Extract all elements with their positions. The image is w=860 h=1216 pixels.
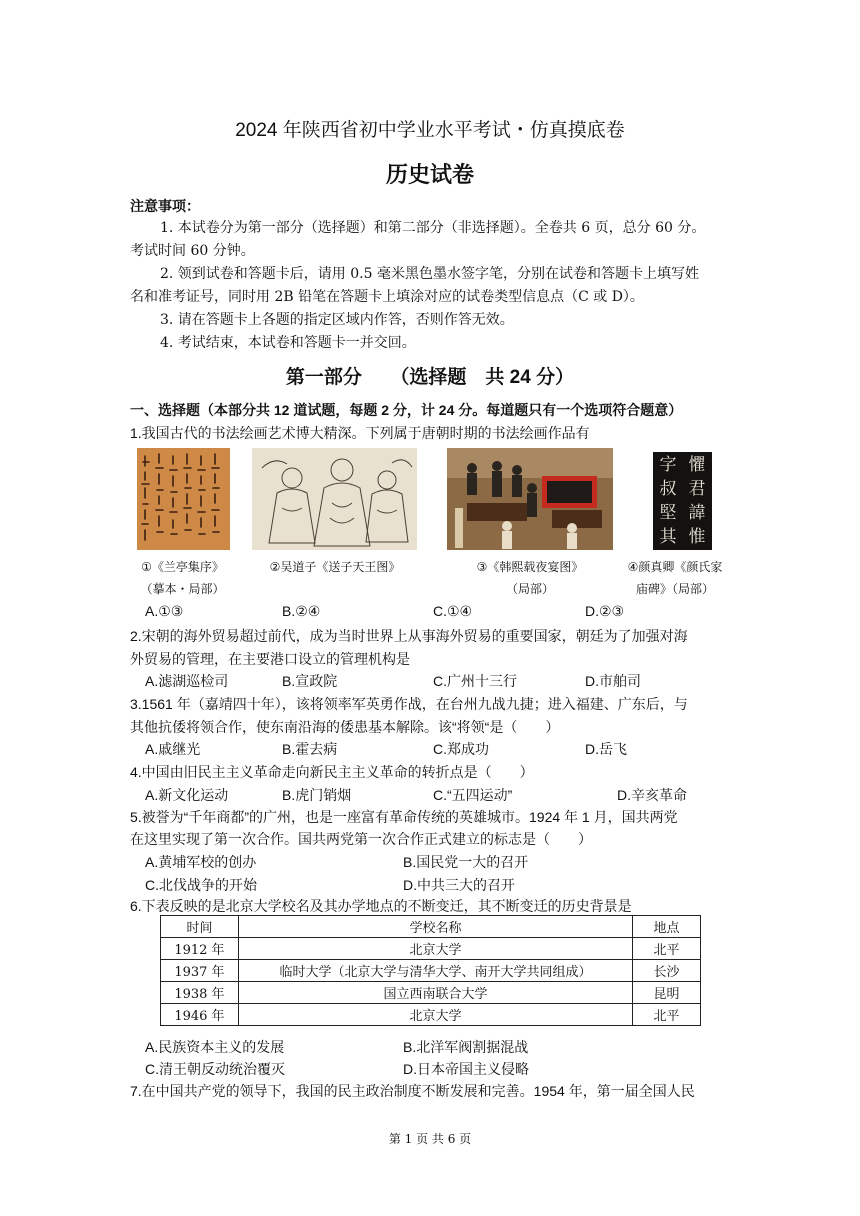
- q1-option-b[interactable]: B.②④: [282, 603, 321, 619]
- question-5-line-1: 5.被誉为“千年商都”的广州，也是一座富有革命传统的英雄城市。1924 年 1 月，国共两党: [130, 809, 678, 825]
- notice-item-4: 4. 考试结束，本试卷和答题卡一并交回。: [160, 335, 416, 351]
- notice-item-2-line-1: 2. 领到试卷和答题卡后，请用 0.5 毫米黑色墨水签字笔，分别在试卷和答题卡上填写姓: [160, 266, 699, 282]
- q4-option-d[interactable]: D.辛亥革命: [617, 787, 687, 803]
- q4-option-c[interactable]: C.“五四运动”: [433, 787, 513, 803]
- caption-2-line-1: ②吴道子《送子天王图》: [269, 560, 401, 574]
- notice-item-2-line-2: 名和准考证号，同时用 2B 铅笔在答题卡上填涂对应的试卷类型信息点（C 或 D）。: [130, 289, 644, 305]
- caption-3-line-2: （局部）: [505, 582, 554, 596]
- q6-option-d[interactable]: D.日本帝国主义侵略: [403, 1061, 529, 1077]
- question-7-line-1: 7.在中国共产党的领导下，我国的民主政治制度不断发展和完善。1954 年，第一届全国人民: [130, 1083, 695, 1099]
- table-header-time: 时间: [161, 916, 239, 938]
- table-header-school: 学校名称: [238, 916, 632, 938]
- table-cell-location: 长沙: [633, 960, 701, 982]
- svg-text:惟: 惟: [688, 527, 706, 547]
- table-cell-school: 临时大学（北京大学与清华大学、南开大学共同组成）: [238, 960, 632, 982]
- q3-option-d[interactable]: D.岳飞: [585, 741, 627, 757]
- question-4-line-1: 4.中国由旧民主主义革命走向新民主主义革命的转折点是（ ）: [130, 764, 534, 780]
- table-row: [161, 1004, 701, 1026]
- q5-option-c[interactable]: C.北伐战争的开始: [145, 877, 257, 893]
- q2-option-c[interactable]: C.广州十三行: [433, 673, 517, 689]
- svg-text:諱: 諱: [688, 503, 706, 523]
- caption-4-line-1: ④颜真卿《颜氏家: [627, 560, 723, 574]
- notice-item-3: 3. 请在答题卡上各题的指定区域内作答，否则作答无效。: [160, 312, 514, 328]
- q4-option-a[interactable]: A.新文化运动: [145, 787, 229, 803]
- q3-option-c[interactable]: C.郑成功: [433, 741, 489, 757]
- university-history-table: [160, 915, 701, 1026]
- table-row: [161, 960, 701, 982]
- caption-1-line-1: ①《兰亭集序》: [141, 560, 224, 574]
- question-3-line-1: 3.1561 年（嘉靖四十年），该将领率军英勇作战，在台州九战九捷；进入福建、广东后，与: [130, 696, 688, 712]
- table-cell-school: 北京大学: [238, 1004, 632, 1026]
- question-5-line-2: 在这里实现了第一次合作。国共两党第一次合作正式建立的标志是（ ）: [130, 831, 592, 847]
- han-xizai-banquet-image: [447, 448, 613, 550]
- table-cell-time: 1912 年: [161, 938, 239, 960]
- q3-option-a[interactable]: A.戚继光: [145, 741, 201, 757]
- table-cell-time: 1937 年: [161, 960, 239, 982]
- svg-text:字: 字: [659, 455, 677, 475]
- caption-3-line-1: ③《韩熙载夜宴图》: [476, 560, 584, 574]
- table-cell-time: 1938 年: [161, 982, 239, 1004]
- q5-option-d[interactable]: D.中共三大的召开: [403, 877, 515, 893]
- table-header-row: [161, 916, 701, 938]
- q3-option-b[interactable]: B.霍去病: [282, 741, 338, 757]
- q1-option-c[interactable]: C.①④: [433, 603, 473, 619]
- part-1-heading: 第一部分 （选择题 共 24 分）: [285, 367, 575, 388]
- question-2-line-1: 2.宋朝的海外贸易超过前代，成为当时世界上从事海外贸易的重要国家，朝廷为了加强对海: [130, 628, 688, 644]
- question-3-line-2: 其他抗倭将领合作，使东南沿海的倭患基本解除。该“将领“是（ ）: [130, 719, 560, 735]
- q6-option-c[interactable]: C.清王朝反动统治覆灭: [145, 1061, 285, 1077]
- question-1-stem: 1.我国古代的书法绘画艺术博大精深。下列属于唐朝时期的书法绘画作品有: [130, 425, 590, 441]
- table-row: [161, 982, 701, 1004]
- subject-title: 历史试卷: [385, 162, 474, 188]
- caption-1-line-2: （摹本・局部）: [140, 582, 225, 596]
- table-cell-school: 北京大学: [238, 938, 632, 960]
- exam-title: 2024 年陕西省初中学业水平考试・仿真摸底卷: [235, 120, 625, 141]
- svg-text:君: 君: [688, 479, 706, 499]
- q6-option-a[interactable]: A.民族资本主义的发展: [145, 1039, 285, 1055]
- svg-text:堅: 堅: [659, 503, 677, 523]
- table-row: [161, 938, 701, 960]
- table-cell-school: 国立西南联合大学: [238, 982, 632, 1004]
- q5-option-b[interactable]: B.国民党一大的召开: [403, 854, 529, 870]
- notice-item-1-line-2: 考试时间 60 分钟。: [130, 243, 255, 259]
- q6-option-b[interactable]: B.北洋军阀割据混战: [403, 1039, 529, 1055]
- q5-option-a[interactable]: A.黄埔军校的创办: [145, 854, 257, 870]
- page-number-footer: 第 1 页 共 6 页: [388, 1132, 472, 1146]
- notice-heading: 注意事项：: [130, 198, 200, 214]
- table-cell-location: 北平: [633, 1004, 701, 1026]
- table-cell-time: 1946 年: [161, 1004, 239, 1026]
- lanting-calligraphy-image: [137, 448, 230, 550]
- question-6-line-1: 6.下表反映的是北京大学校名及其办学地点的不断变迁，其不断变迁的历史背景是: [130, 898, 632, 914]
- q2-option-a[interactable]: A.滤湖巡检司: [145, 673, 229, 689]
- wu-daozi-painting-image: [252, 448, 417, 550]
- svg-text:叔: 叔: [659, 479, 677, 499]
- svg-text:懼: 懼: [688, 455, 706, 475]
- table-cell-location: 昆明: [633, 982, 701, 1004]
- notice-item-1-line-1: 1. 本试卷分为第一部分（选择题）和第二部分（非选择题）。全卷共 6 页，总分 60 分。: [160, 220, 706, 236]
- q2-option-b[interactable]: B.宣政院: [282, 673, 338, 689]
- svg-text:其: 其: [659, 527, 677, 547]
- q1-option-d[interactable]: D.②③: [585, 603, 625, 619]
- yan-family-stele-image: [653, 452, 712, 550]
- table-cell-location: 北平: [633, 938, 701, 960]
- question-2-line-2: 外贸易的管理，在主要港口设立的管理机构是: [130, 651, 410, 667]
- q4-option-b[interactable]: B.虎门销烟: [282, 787, 352, 803]
- caption-4-line-2: 庙碑》（局部）: [635, 582, 714, 596]
- section-heading: 一、选择题（本部分共 12 道试题，每题 2 分，计 24 分。每道题只有一个选项符合题意）: [130, 402, 683, 418]
- q1-option-a[interactable]: A.①③: [145, 603, 184, 619]
- q2-option-d[interactable]: D.市舶司: [585, 673, 641, 689]
- table-header-location: 地点: [633, 916, 701, 938]
